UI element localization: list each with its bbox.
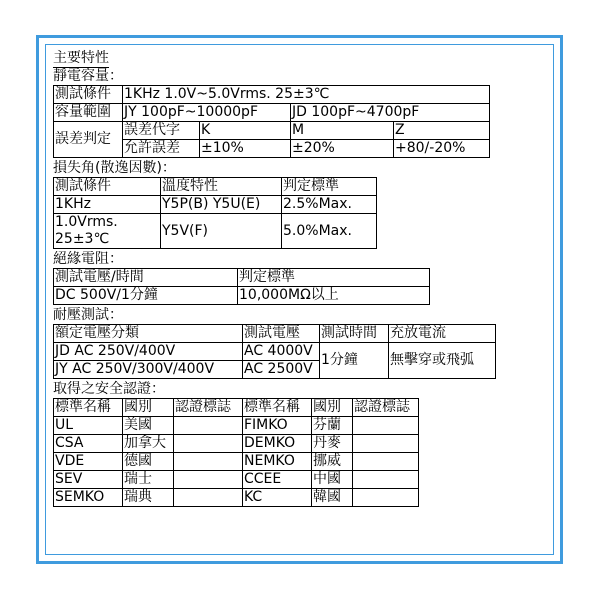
tolerance-allow-label: 允許誤差	[123, 140, 200, 158]
insulation-heading: 絕緣電阻：	[53, 251, 123, 267]
table-row	[54, 86, 490, 104]
loss-condition-freq: 1KHz	[54, 196, 161, 214]
loss-std-1: 2.5%Max.	[282, 196, 377, 214]
safety-country: 丹麥	[312, 435, 353, 453]
cap-condition-value: 1KHz 1.0V~5.0Vrms. 25±3℃	[123, 86, 490, 104]
safety-heading: 取得之安全認證：	[53, 381, 165, 397]
table-row	[54, 417, 419, 435]
table-row	[54, 287, 430, 305]
loss-condition-volt	[54, 214, 161, 249]
withstand-volt-jy: AC 2500V	[243, 361, 320, 379]
safety-mark	[353, 453, 419, 471]
loss-condition-volt-text: 1.0Vrms.	[55, 214, 118, 230]
loss-temp-2: Y5V(F)	[161, 214, 282, 249]
table-row	[54, 343, 496, 361]
safety-country: 瑞典	[123, 489, 174, 507]
safety-mark	[174, 471, 243, 489]
safety-mark	[174, 417, 243, 435]
safety-mark	[174, 489, 243, 507]
withstand-heading: 耐壓測試：	[53, 307, 123, 323]
withstand-header-time: 測試時間	[320, 325, 389, 343]
loss-heading: 損失角(散逸因數)：	[53, 160, 176, 176]
safety-header-mark-1: 認證標誌	[174, 399, 243, 417]
table-row	[54, 196, 377, 214]
spec-content	[53, 48, 548, 507]
safety-header-country-1: 國別	[123, 399, 174, 417]
table-row	[54, 214, 377, 249]
safety-mark	[353, 417, 419, 435]
tolerance-code-z: Z	[394, 122, 490, 140]
safety-name: SEV	[54, 471, 123, 489]
safety-mark	[353, 471, 419, 489]
loss-temp-1: Y5P(B) Y5U(E)	[161, 196, 282, 214]
loss-header-temp: 溫度特性	[161, 178, 282, 196]
safety-name: FIMKO	[243, 417, 312, 435]
tolerance-value-k: ±10%	[200, 140, 291, 158]
tolerance-code-m: M	[291, 122, 394, 140]
cap-range-jy: JY 100pF~10000pF	[123, 104, 291, 122]
page-title: 主要特性	[53, 50, 109, 66]
safety-name: CSA	[54, 435, 123, 453]
safety-name: UL	[54, 417, 123, 435]
safety-name: CCEE	[243, 471, 312, 489]
withstand-class-jy: JY AC 250V/300V/400V	[54, 361, 243, 379]
insulation-table	[53, 268, 430, 305]
table-row	[54, 104, 490, 122]
safety-mark	[353, 435, 419, 453]
safety-country: 挪威	[312, 453, 353, 471]
safety-mark	[353, 489, 419, 507]
table-row	[54, 399, 419, 417]
safety-name: DEMKO	[243, 435, 312, 453]
withstand-current: 無擊穿或飛弧	[389, 343, 496, 379]
safety-country: 瑞士	[123, 471, 174, 489]
table-row	[54, 269, 430, 287]
withstand-header-class: 額定電壓分類	[54, 325, 243, 343]
safety-name: KC	[243, 489, 312, 507]
safety-mark	[174, 453, 243, 471]
table-row	[54, 325, 496, 343]
capacitance-table	[53, 85, 490, 158]
tolerance-value-m: ±20%	[291, 140, 394, 158]
cap-condition-label: 測試條件	[54, 86, 123, 104]
table-row	[54, 178, 377, 196]
safety-country: 加拿大	[123, 435, 174, 453]
safety-country: 芬蘭	[312, 417, 353, 435]
safety-header-mark-2: 認證標誌	[353, 399, 419, 417]
withstand-class-jd: JD AC 250V/400V	[54, 343, 243, 361]
safety-header-name-1: 標準名稱	[54, 399, 123, 417]
loss-header-std: 判定標準	[282, 178, 377, 196]
tolerance-code-label: 誤差代字	[123, 122, 200, 140]
table-row	[54, 453, 419, 471]
insulation-volt: DC 500V/1分鐘	[54, 287, 238, 305]
safety-mark	[174, 435, 243, 453]
cap-range-label: 容量範圍	[54, 104, 123, 122]
insulation-header-std: 判定標準	[238, 269, 430, 287]
withstand-time: 1分鐘	[320, 343, 389, 379]
safety-name: VDE	[54, 453, 123, 471]
insulation-header-volt: 測試電壓/時間	[54, 269, 238, 287]
tolerance-value-z: +80/-20%	[394, 140, 490, 158]
tolerance-code-k: K	[200, 122, 291, 140]
capacitance-heading: 靜電容量：	[53, 68, 123, 84]
withstand-table	[53, 324, 496, 379]
safety-country: 美國	[123, 417, 174, 435]
safety-name: NEMKO	[243, 453, 312, 471]
withstand-header-current: 充放電流	[389, 325, 496, 343]
safety-header-name-2: 標準名稱	[243, 399, 312, 417]
safety-country: 德國	[123, 453, 174, 471]
table-row	[54, 471, 419, 489]
table-row	[54, 435, 419, 453]
withstand-volt-jd: AC 4000V	[243, 343, 320, 361]
loss-condition-temp-text: 25±3℃	[55, 231, 110, 247]
loss-std-2: 5.0%Max.	[282, 214, 377, 249]
safety-name: SEMKO	[54, 489, 123, 507]
tolerance-label: 誤差判定	[54, 122, 123, 158]
withstand-header-volt: 測試電壓	[243, 325, 320, 343]
safety-country: 中國	[312, 471, 353, 489]
safety-country: 韓國	[312, 489, 353, 507]
cap-range-jd: JD 100pF~4700pF	[291, 104, 490, 122]
safety-table	[53, 398, 419, 507]
safety-header-country-2: 國別	[312, 399, 353, 417]
loss-header-condition: 測試條件	[54, 178, 161, 196]
insulation-std: 10,000MΩ以上	[238, 287, 430, 305]
table-row	[54, 489, 419, 507]
loss-table	[53, 177, 377, 249]
table-row	[54, 122, 490, 140]
